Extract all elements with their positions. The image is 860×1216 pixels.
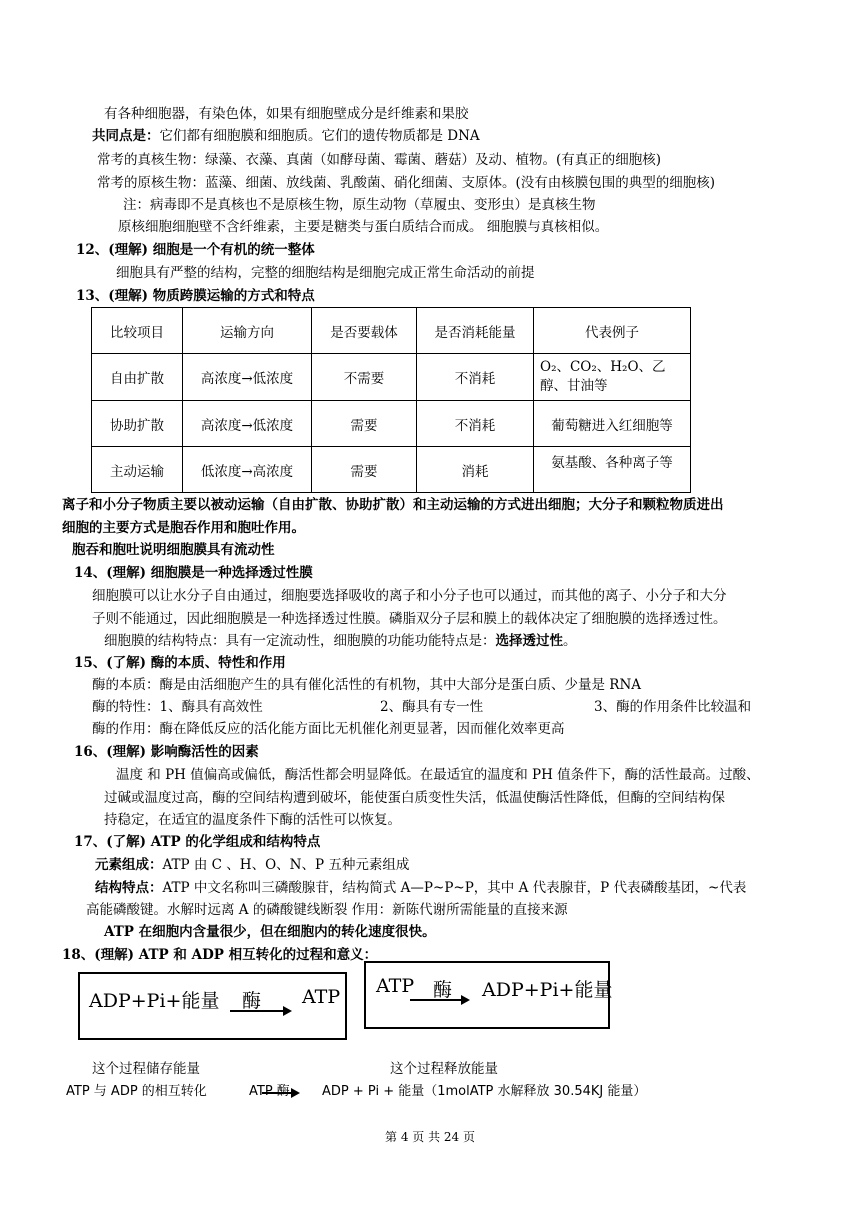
table-cell: 需要: [312, 401, 417, 447]
page-footer: 第 4 页 共 24 页: [385, 1130, 475, 1144]
heading-17: 17、(了解) ATP 的化学组成和结构特点: [74, 834, 321, 850]
hydrolysis-box: [364, 961, 613, 1029]
text-line: 酶的特性：1、酶具有高效性: [92, 699, 263, 715]
transport-table: [91, 307, 691, 493]
synthesis-box: [78, 972, 347, 1040]
table-cell: 高浓度→低浓度: [183, 401, 312, 447]
arrow-icon: [230, 1010, 290, 1012]
table-header: 比较项目: [92, 308, 183, 354]
arrow-icon: [410, 999, 468, 1001]
table-cell: 不消耗: [417, 401, 534, 447]
text-line: 离子和小分子物质主要以被动运输（自由扩散、协助扩散）和主动运输的方式进出细胞；大分子和颗粒物质进出: [62, 497, 724, 513]
summary-label: ATP 与 ADP 的相互转化: [66, 1084, 207, 1099]
label-common: 共同点是：: [92, 128, 160, 144]
label-structure: 结构特点：: [95, 880, 163, 896]
heading-16: 16、(理解) 影响酶活性的因素: [74, 744, 259, 760]
table-cell: O₂、CO₂、H₂O、乙醇、甘油等: [534, 354, 691, 401]
arrow-icon: [262, 1092, 298, 1094]
table-cell: 不需要: [312, 354, 417, 401]
text-line: 细胞具有严整的结构，完整的细胞结构是细胞完成正常生命活动的前提: [116, 265, 535, 281]
table-cell: 高浓度→低浓度: [183, 354, 312, 401]
heading-14: 14、(理解) 细胞膜是一种选择透过性膜: [74, 565, 313, 581]
table-cell: 需要: [312, 447, 417, 493]
table-cell: 消耗: [417, 447, 534, 493]
table-header: 代表例子: [534, 308, 691, 354]
text-structure: ATP 中文名称叫三磷酸腺苷，结构简式 A—P~P~P，其中 A 代表腺苷，P 代表磷酸基团，~代表: [162, 880, 747, 896]
text-line: 常考的真核生物：绿藻、衣藻、真菌（如酵母菌、霉菌、蘑菇）及动、植物。(有真正的细胞核): [97, 152, 662, 168]
table-cell: 葡萄糖进入红细胞等: [534, 401, 691, 447]
heading-13: 13、(理解) 物质跨膜运输的方式和特点: [76, 288, 315, 304]
summary-equation: ADP + Pi + 能量（1molATP 水解释放 30.54KJ 能量）: [322, 1084, 647, 1099]
text-segment: 。: [563, 633, 577, 649]
text-line: 高能磷酸键。水解时远离 A 的磷酸键线断裂 作用：新陈代谢所需能量的直接来源: [86, 902, 568, 918]
text-line: 常考的原核生物：蓝藻、细菌、放线菌、乳酸菌、硝化细菌、支原体。(没有由核膜包围的典型的细胞核): [97, 175, 716, 191]
text-line: [95, 878, 746, 898]
summary-atp: ATP 酶: [249, 1084, 290, 1099]
text-line: 注：病毒即不是真核也不是原核生物，原生动物（草履虫、变形虫）是真核生物: [123, 197, 596, 213]
text-line: [92, 126, 480, 146]
table-header: 是否消耗能量: [417, 308, 534, 354]
text-line: 有各种细胞器，有染色体，如果有细胞壁成分是纤维素和果胶: [104, 106, 469, 122]
enzyme-label: 酶: [433, 979, 453, 1001]
text-line: 3、酶的作用条件比较温和: [594, 699, 752, 715]
text-line: [95, 855, 409, 875]
product-label: ADP+Pi+能量: [482, 979, 613, 1001]
heading-18: 18、(理解) ATP 和 ADP 相互转化的过程和意义：: [62, 947, 378, 963]
text-line: [104, 631, 577, 651]
table-cell: 自由扩散: [92, 354, 183, 401]
text-line: 持稳定，在适宜的温度条件下酶的活性可以恢复。: [104, 812, 401, 828]
table-cell: 低浓度→高浓度: [183, 447, 312, 493]
text-line: 酶的作用：酶在降低反应的活化能方面比无机催化剂更显著，因而催化效率更高: [92, 721, 565, 737]
text-line: 子则不能通过，因此细胞膜是一种选择透过性膜。磷脂双分子层和膜上的载体决定了细胞膜的选择透过性。: [92, 611, 727, 627]
text-line: 原核细胞细胞壁不含纤维素，主要是糖类与蛋白质结合而成。 细胞膜与真核相似。: [118, 219, 609, 235]
enzyme-label: 酶: [242, 990, 262, 1012]
text-line: 胞吞和胞吐说明细胞膜具有流动性: [72, 542, 275, 558]
table-cell: 协助扩散: [92, 401, 183, 447]
caption-store: 这个过程储存能量: [92, 1061, 200, 1077]
text-line: ATP 在细胞内含量很少，但在细胞内的转化速度很快。: [104, 924, 436, 940]
heading-15: 15、(了解) 酶的本质、特性和作用: [74, 655, 286, 671]
text-line: 温度 和 PH 值偏高或偏低，酶活性都会明显降低。在最适宜的温度和 PH 值条件下，酶的活性最高。过酸、: [116, 767, 760, 783]
reactant-label: ATP: [376, 975, 415, 997]
text-line: 细胞膜可以让水分子自由通过，细胞要选择吸收的离子和小分子也可以通过，而其他的离子、小分子和大分: [92, 588, 727, 604]
caption-release: 这个过程释放能量: [390, 1061, 498, 1077]
text-line: 酶的本质：酶是由活细胞产生的具有催化活性的有机物，其中大部分是蛋白质、少量是 RNA: [92, 677, 642, 693]
heading-12: 12、(理解) 细胞是一个有机的统一整体: [76, 242, 315, 258]
table-header: 是否要载体: [312, 308, 417, 354]
reactant-label: ADP+Pi+能量: [89, 990, 220, 1012]
text-line: 过碱或温度过高，酶的空间结构遭到破坏，能使蛋白质变性失活，低温使酶活性降低，但酶的空间结构保: [104, 790, 725, 806]
table-cell: 氨基酸、各种离子等: [534, 447, 691, 493]
text-common: 它们都有细胞膜和细胞质。它们的遗传物质都是 DNA: [159, 128, 480, 144]
text-segment-bold: 选择透过性: [495, 633, 563, 649]
text-elements: ATP 由 C 、H、O、N、P 五种元素组成: [162, 857, 410, 873]
text-line: 细胞的主要方式是胞吞作用和胞吐作用。: [62, 520, 305, 536]
text-segment: 细胞膜的结构特点：具有一定流动性，细胞膜的功能功能特点是：: [104, 633, 496, 649]
product-label: ATP: [302, 986, 341, 1008]
table-cell: 不消耗: [417, 354, 534, 401]
text-line: 2、酶具有专一性: [380, 699, 484, 715]
table-cell: 主动运输: [92, 447, 183, 493]
label-elements: 元素组成：: [95, 857, 163, 873]
table-header: 运输方向: [183, 308, 312, 354]
